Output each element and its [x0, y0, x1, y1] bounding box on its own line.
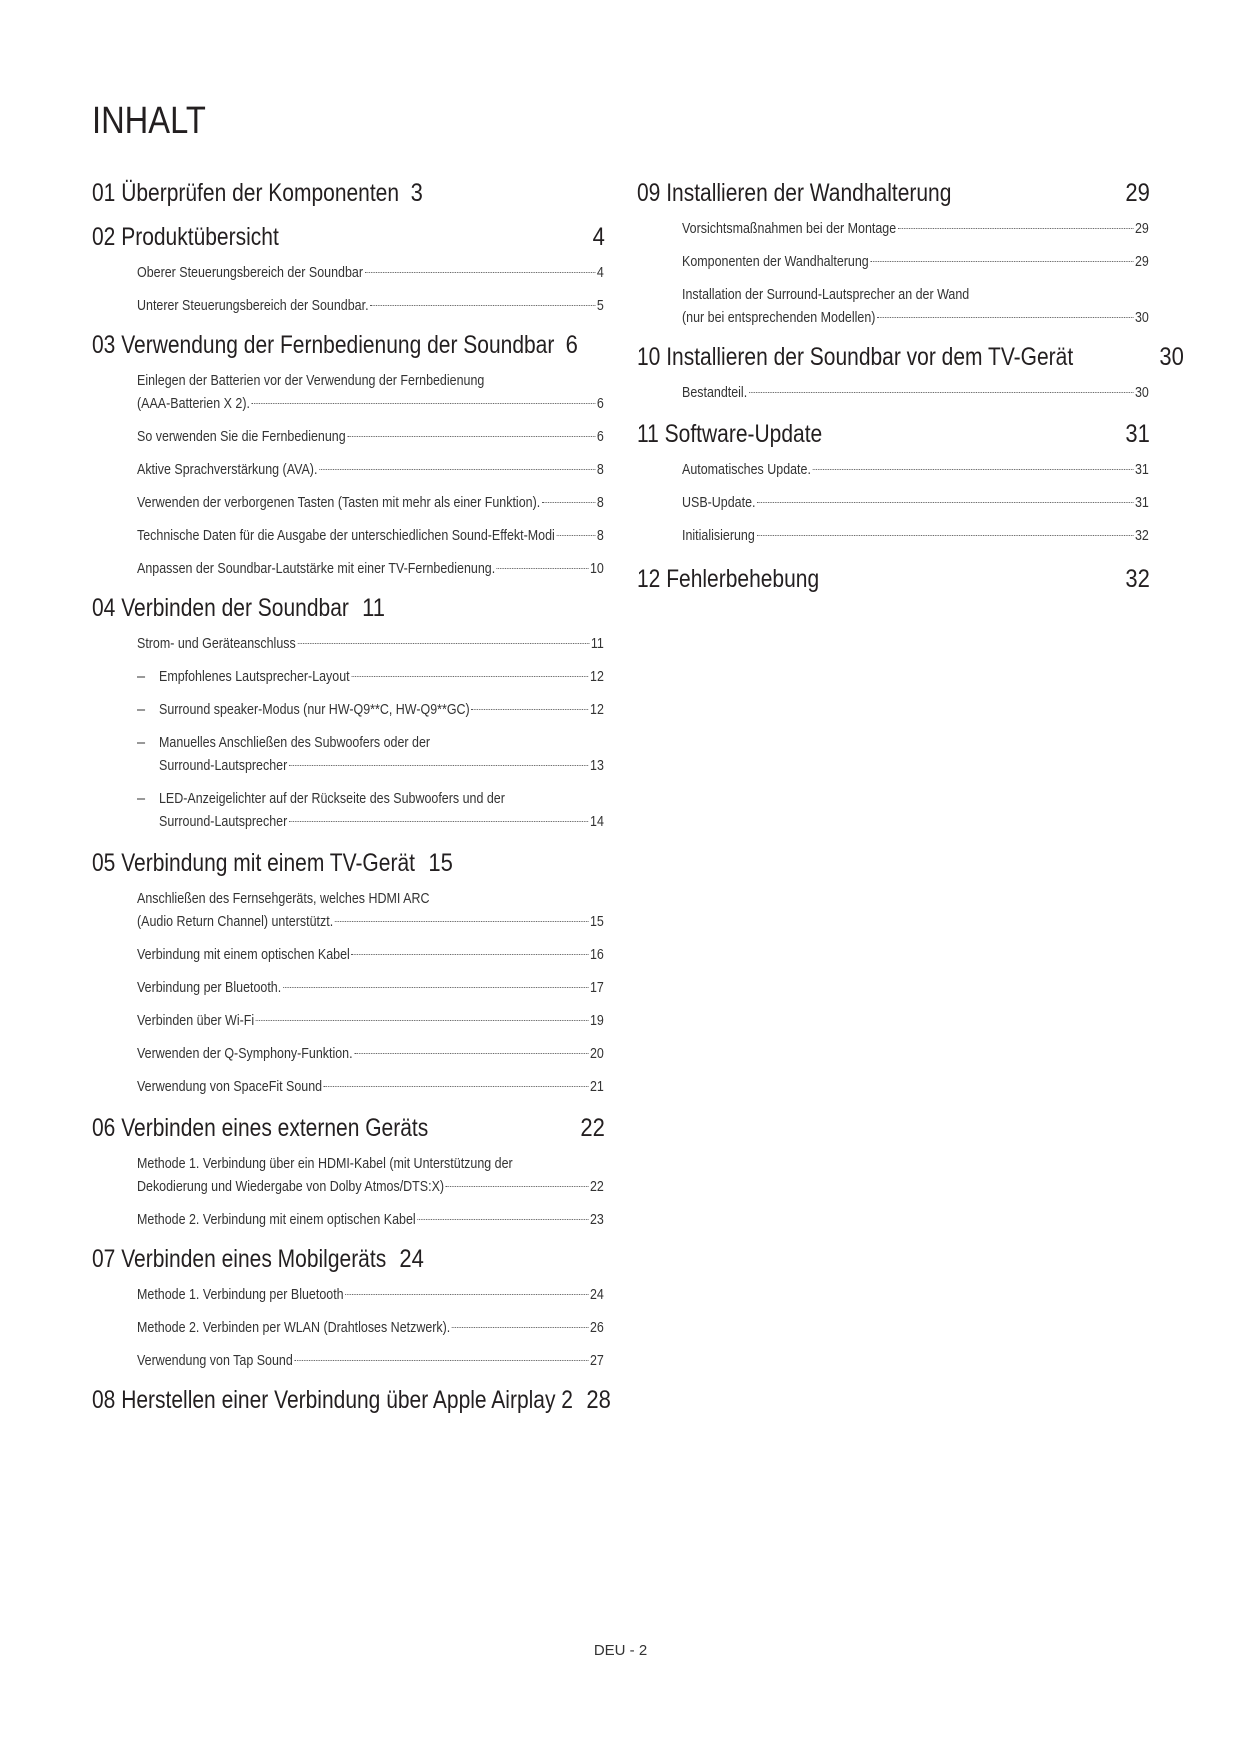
dot-leader [289, 821, 588, 822]
dot-leader [417, 1219, 588, 1220]
dot-leader [335, 921, 588, 922]
toc-entry[interactable] [137, 295, 605, 318]
toc-section [92, 591, 605, 834]
dot-leader [324, 1086, 588, 1087]
entry-text: Technische Daten für die Ausgabe der unterschiedlichen Sound-Effekt-Modi [137, 528, 555, 544]
section-heading[interactable] [637, 176, 1150, 210]
entry-page-number: 13 [590, 758, 604, 774]
toc-entry[interactable] [137, 1209, 605, 1232]
toc-section [92, 1111, 605, 1232]
section-page-number: 29 [1125, 179, 1150, 207]
toc-entry[interactable] [682, 525, 1150, 548]
toc-entry[interactable] [137, 1317, 605, 1340]
entry-page-number: 21 [589, 1079, 604, 1095]
entry-page-number: 29 [1134, 254, 1149, 270]
entry-text: (AAA-Batterien X 2). [137, 396, 250, 412]
entry-text-line: – LED-Anzeigelichter auf der Rückseite des Subwoofers und der [159, 791, 505, 807]
dot-leader [295, 1360, 589, 1361]
entry-page-number: 6 [596, 429, 604, 445]
entry-text: (Audio Return Channel) unterstützt. [137, 914, 334, 930]
entry-text: Initialisierung [682, 528, 755, 544]
section-heading[interactable] [637, 417, 1150, 451]
toc-entry[interactable] [682, 284, 1150, 330]
toc-entry[interactable] [137, 977, 605, 1000]
entry-text: – Surround speaker-Modus (nur HW-Q9**C, HW-Q9**GC) [159, 702, 470, 718]
toc-entry[interactable] [137, 1153, 605, 1199]
toc-entry[interactable] [137, 888, 605, 934]
entry-text: – Empfohlenes Lautsprecher-Layout [159, 669, 350, 685]
entry-text: Bestandteil. [682, 385, 748, 401]
dot-leader [370, 305, 595, 306]
toc-entry-list [92, 1153, 605, 1232]
entry-page-number: 8 [596, 495, 604, 511]
toc-section [637, 417, 1150, 548]
dot-leader [345, 1294, 588, 1295]
section-heading[interactable]: 07 Verbinden eines Mobilgeräts 24 [92, 1242, 605, 1276]
section-title: 06 Verbinden eines externen Geräts [92, 1114, 429, 1142]
entry-text: Verbinden über Wi-Fi [137, 1013, 255, 1029]
toc-entry[interactable] [682, 251, 1150, 274]
entry-page-number: 26 [589, 1320, 604, 1336]
toc-section [637, 340, 1185, 405]
toc-subentry[interactable] [137, 732, 605, 778]
section-title: 10 Installieren der Soundbar vor dem TV-Gerät [637, 343, 1074, 371]
toc-entry-list [92, 1284, 605, 1373]
entry-page-number: 20 [589, 1046, 604, 1062]
toc-section [637, 176, 1150, 330]
entry-page-number: 15 [589, 914, 604, 930]
entry-text-line: Einlegen der Batterien vor der Verwendung der Fernbedienung [137, 373, 485, 389]
section-heading[interactable]: 08 Herstellen einer Verbindung über Apple Airplay 2 28 [92, 1383, 605, 1417]
toc-left-column [92, 176, 611, 1417]
toc-entry[interactable] [682, 459, 1150, 482]
dot-leader [870, 261, 1133, 262]
dot-leader [813, 469, 1134, 470]
toc-entry-list [92, 633, 605, 834]
section-page-number: 6 [566, 331, 579, 359]
section-page-number: 31 [1125, 420, 1150, 448]
section-title: 09 Installieren der Wandhalterung [637, 179, 952, 207]
entry-text: Verwendung von Tap Sound [137, 1353, 293, 1369]
entry-page-number: 27 [589, 1353, 604, 1369]
dot-leader [497, 568, 588, 569]
entry-page-number: 23 [589, 1212, 604, 1228]
toc-entry[interactable] [682, 492, 1150, 515]
toc-entry[interactable] [137, 1010, 605, 1033]
section-heading[interactable]: 04 Verbinden der Soundbar 11 [92, 591, 605, 625]
toc-entry[interactable] [137, 459, 605, 482]
dot-leader [898, 228, 1133, 229]
section-page-number: 24 [399, 1245, 424, 1273]
dot-leader [877, 317, 1133, 318]
entry-text: Komponenten der Wandhalterung [682, 254, 869, 270]
dot-leader [347, 436, 595, 437]
toc-entry[interactable] [137, 262, 605, 285]
dot-leader [319, 469, 595, 470]
toc-entry[interactable] [137, 492, 605, 515]
toc-entry-list [637, 382, 1150, 405]
toc-entry[interactable] [137, 525, 605, 548]
toc-entry[interactable] [137, 1350, 605, 1373]
toc-entry[interactable] [137, 944, 605, 967]
toc-section [92, 328, 605, 581]
entry-text: Verbindung per Bluetooth. [137, 980, 282, 996]
entry-page-number: 12 [590, 702, 604, 718]
entry-page-number: 12 [590, 669, 604, 685]
toc-section [92, 220, 605, 318]
entry-page-number: 30 [1134, 385, 1149, 401]
entry-page-number: 19 [589, 1013, 604, 1029]
section-title: 12 Fehlerbehebung [637, 565, 820, 593]
toc-entry-list [92, 262, 605, 318]
toc-entry[interactable] [682, 382, 1150, 405]
section-title: 11 Software-Update [637, 420, 823, 448]
entry-text: Verwendung von SpaceFit Sound [137, 1079, 323, 1095]
section-heading[interactable]: 05 Verbindung mit einem TV-Gerät 15 [92, 846, 605, 880]
toc-subentry[interactable] [137, 699, 605, 722]
toc-entry-list [92, 370, 605, 581]
entry-page-number: 17 [589, 980, 604, 996]
dot-leader [542, 502, 595, 503]
dot-leader [757, 535, 1134, 536]
entry-page-number: 16 [589, 947, 604, 963]
entry-page-number: 31 [1134, 462, 1149, 478]
toc-entry[interactable] [137, 1076, 605, 1099]
dot-leader [256, 1020, 588, 1021]
section-title: 02 Produktübersicht [92, 223, 279, 251]
toc-section [92, 176, 605, 210]
entry-text-line: Anschließen des Fernsehgeräts, welches HDMI ARC [137, 891, 430, 907]
entry-text: Verwenden der verborgenen Tasten (Tasten mit mehr als einer Funktion). [137, 495, 541, 511]
toc-entry[interactable] [137, 1043, 605, 1066]
entry-text: Methode 1. Verbindung per Bluetooth [137, 1287, 344, 1303]
toc-right-column [637, 176, 1185, 596]
entry-text: Automatisches Update. [682, 462, 811, 478]
entry-page-number: 8 [596, 528, 604, 544]
entry-text: Methode 2. Verbinden per WLAN (Drahtloses Netzwerk). [137, 1320, 451, 1336]
section-heading[interactable] [92, 220, 605, 254]
section-page-number: 15 [428, 849, 453, 877]
entry-text-line: Installation der Surround-Lautsprecher an der Wand [682, 287, 970, 303]
toc-entry-list [92, 888, 605, 1099]
dot-leader [365, 272, 595, 273]
dot-leader [351, 676, 588, 677]
toc-entry[interactable] [682, 218, 1150, 241]
section-heading[interactable] [637, 562, 1150, 596]
dot-leader [297, 643, 589, 644]
entry-text: Anpassen der Soundbar-Lautstärke mit einer TV-Fernbedienung. [137, 561, 496, 577]
section-page-number: 30 [1159, 343, 1185, 371]
page-footer: DEU - 2 [593, 1642, 648, 1659]
entry-text: Vorsichtsmaßnahmen bei der Montage [682, 221, 897, 237]
entry-page-number: 8 [596, 462, 604, 478]
entry-text: So verwenden Sie die Fernbedienung [137, 429, 346, 445]
toc-section [637, 562, 1150, 596]
section-heading[interactable]: 01 Überprüfen der Komponenten 3 [92, 176, 605, 210]
toc-subentry[interactable] [137, 666, 605, 689]
entry-text: Strom- und Geräteanschluss [137, 636, 296, 652]
toc-entry[interactable] [137, 426, 605, 449]
entry-text: Methode 2. Verbindung mit einem optischen Kabel [137, 1212, 416, 1228]
entry-page-number: 24 [589, 1287, 604, 1303]
dot-leader [452, 1327, 588, 1328]
entry-text: Unterer Steuerungsbereich der Soundbar. [137, 298, 369, 314]
entry-page-number: 32 [1134, 528, 1149, 544]
dot-leader [556, 535, 595, 536]
dot-leader [352, 954, 589, 955]
page-title: INHALT [92, 100, 206, 142]
section-page-number: 28 [586, 1386, 611, 1414]
entry-page-number: 11 [590, 636, 604, 652]
entry-text-line: Methode 1. Verbindung über ein HDMI-Kabel (mit Unterstützung der [137, 1156, 513, 1172]
entry-page-number: 29 [1134, 221, 1149, 237]
entry-page-number: 22 [589, 1179, 604, 1195]
section-heading[interactable] [637, 340, 1185, 374]
toc-entry[interactable] [137, 633, 605, 656]
section-page-number: 4 [592, 223, 605, 251]
toc-entry[interactable] [137, 370, 605, 416]
section-heading[interactable]: 03 Verwendung der Fernbedienung der Soundbar 6 [92, 328, 605, 362]
section-heading[interactable] [92, 1111, 605, 1145]
toc-section [92, 1242, 605, 1373]
section-page-number: 22 [580, 1114, 605, 1142]
toc-subentry[interactable] [137, 788, 605, 834]
entry-text: Dekodierung und Wiedergabe von Dolby Atmos/DTS:X) [137, 1179, 445, 1195]
toc-section [92, 1383, 611, 1417]
dot-leader [446, 1186, 588, 1187]
dot-leader [252, 403, 596, 404]
entry-text: Surround-Lautsprecher [159, 814, 288, 830]
dot-leader [757, 502, 1133, 503]
entry-page-number: 5 [596, 298, 604, 314]
toc-entry[interactable] [137, 558, 605, 581]
entry-page-number: 10 [589, 561, 604, 577]
entry-page-number: 31 [1134, 495, 1149, 511]
entry-text: (nur bei entsprechenden Modellen) [682, 310, 876, 326]
section-page-number: 11 [361, 594, 385, 622]
dot-leader [354, 1053, 588, 1054]
dot-leader [749, 392, 1133, 393]
dot-leader [289, 765, 588, 766]
entry-text-line: – Manuelles Anschließen des Subwoofers oder der [159, 735, 431, 751]
entry-page-number: 4 [596, 265, 604, 281]
toc-entry-list [637, 459, 1150, 548]
section-page-number: 3 [410, 179, 423, 207]
entry-text: Aktive Sprachverstärkung (AVA). [137, 462, 318, 478]
entry-text: Verwenden der Q-Symphony-Funktion. [137, 1046, 353, 1062]
entry-text: Verbindung mit einem optischen Kabel [137, 947, 350, 963]
toc-section [92, 846, 605, 1099]
entry-page-number: 30 [1134, 310, 1149, 326]
toc-entry-list [637, 218, 1150, 330]
dot-leader [471, 709, 588, 710]
section-page-number: 32 [1125, 565, 1150, 593]
entry-text: Oberer Steuerungsbereich der Soundbar [137, 265, 363, 281]
dot-leader [283, 987, 588, 988]
entry-text: USB-Update. [682, 495, 756, 511]
entry-text: Surround-Lautsprecher [159, 758, 288, 774]
entry-page-number: 14 [590, 814, 604, 830]
toc-entry[interactable] [137, 1284, 605, 1307]
entry-page-number: 6 [596, 396, 604, 412]
